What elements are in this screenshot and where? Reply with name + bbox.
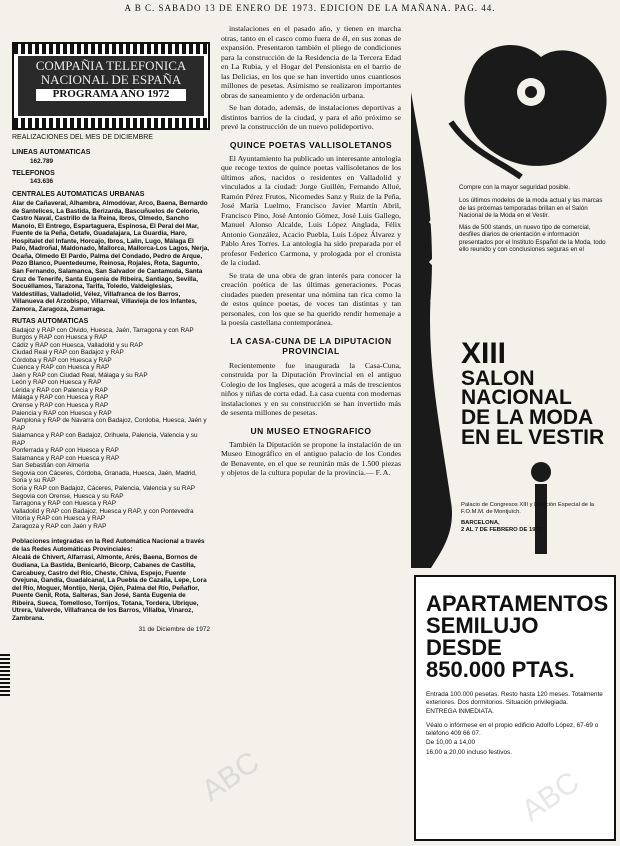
headline-xiii: XIII xyxy=(461,337,507,370)
telefonica-ad xyxy=(12,42,210,634)
headline-vestir: EN EL VESTIR xyxy=(461,426,605,450)
details-visit: Véalo o infórmese en el propio edificio Adolfo López, 67-69 o teléfono 409 66 07. xyxy=(426,722,599,737)
subtitle: REALIZACIONES DEL MES DE DICIEMBRE xyxy=(12,134,153,141)
ruta-item: Lérida y RAP con Palencia y RAP xyxy=(12,386,108,394)
watermark: ABC xyxy=(515,765,586,828)
telefonos-title: TELEFONOS xyxy=(12,170,55,178)
venue-text: Palacio de Congresos XIII y Estación Especial de la F.O.M.M. de Montjuïch. xyxy=(461,502,595,515)
ruta-item: Burgos y RAP con Huesca y RAP xyxy=(12,334,108,342)
poblaciones-text: Alcalá de Chivert, Alfarrasí, Almonte, Arés, Baena, Bornos de Gudiana, La Bastida, Benicarló, Bicorp, Cabanes de Castilla, Carcabuey, Castro del Río, Cheste, Chiva, Espejo, Fuente Ovejuna, Gandía, Guadalcanal, La Puebla de Cazalla, Lepe, Lora del Río, Moguer, Montijo, Nerja, Ojén, Palma del Río, Peñaflor, Puente Genil, Rota, Salteras, San José, Santa Eugenia de Ribeira, Sueca, Tomelloso, Torrijos, Totana, Tordera, Ubrique, Utrera, Valverde, Villafranca de los Barros, Villalba, Vinaroz, Zambrana. xyxy=(12,554,207,622)
headline-salon: SALON NACIONAL xyxy=(461,366,572,410)
ruta-item: Palencia y RAP con Huesca y RAP xyxy=(12,409,112,417)
ruta-item: Tarragona y RAP con Huesca y RAP xyxy=(12,500,116,508)
article-paragraph: El Ayuntamiento ha publicado un interesante antología que recoge textos de quince poetas vallisoletanos de los últimos años, nacidos o residentes en Valladolid y vinculados a la ciudad: Jorge Guillén, Fernando Allué, Ramón Pérez Frutos, Nicomedes Sanz y Ruiz de la Peña, José María Luelmo, Francisco Javier Martín Abril, Francisco Pino, José Antonio Gómez, José Luis Gallego, Manuel Alonso Alcalde, Luis López Anglada, Félix Antonio González, Acacio Puebla, Luis López Álvarez y Pablo Ares Torres. La antología ha sido preparada por el profesor Federico Carmona, y prologada por el cronista de la ciudad. xyxy=(221,153,401,268)
headline-desde: DESDE xyxy=(426,635,502,660)
ruta-item: San Sebastián con Almería xyxy=(12,462,90,470)
ornament-border-bottom xyxy=(14,118,208,128)
ruta-item: Ciudad Real y RAP con Badajoz y RAP xyxy=(12,349,124,357)
apartamentos-ad xyxy=(414,575,616,841)
poblaciones-title: Poblaciones integradas en la Red Automática Nacional a través de las Redes Automáticas Provinciales: xyxy=(12,538,205,553)
venue-dates: 2 AL 7 DE FEBRERO DE 1973 xyxy=(461,526,542,533)
ruta-item: Córdoba y RAP con Huesca y RAP xyxy=(12,356,112,364)
centrales-title: CENTRALES AUTOMATICAS URBANAS xyxy=(12,190,145,198)
article-paragraph: instalaciones en el pasado año, y tienen en marcha otras, tanto en el casco como fuera de él, en sus zonas de expansión. Presentaron también el pliego de condiciones para la construcción de la Residencia de la Tercera Edad en La Rubia, y el Hogar del Pensionista en el barrio de las Delicias, en los que se han invertido unos cuantiosos millones de pesetas. Asimismo se realizaron importantes obras de saneamiento y de ordenación urbana. xyxy=(221,24,401,100)
ruta-item: Valladolid y RAP con Badajoz, Huesca y RAP, y con Pontevedra xyxy=(12,507,194,515)
banner-line1: COMPAÑIA TELEFONICA xyxy=(35,58,187,73)
ruta-item: Cuenca y RAP con Huesca y RAP xyxy=(12,364,110,372)
fashion-salon-ad xyxy=(411,32,611,568)
venue-city: BARCELONA, xyxy=(461,519,500,526)
fashion-intro-text xyxy=(459,184,609,254)
ruta-item: Málaga y RAP con Huesca y RAP xyxy=(12,394,109,402)
page-header: A B C. SABADO 13 DE ENERO DE 1973. EDICION DE LA MAÑANA. PAG. 44. xyxy=(124,3,496,13)
details-hours-2: 16,00 a 20,00 incluso festivos. xyxy=(426,749,512,757)
section-heading-casa-cuna: LA CASA-CUNA DE LA DIPUTACION PROVINCIAL xyxy=(230,335,392,357)
details-entrada: Entrada 100.000 pesetas. Resto hasta 120 meses. Totalmente exteriores. Dos dormitorios. Situación privilegiada. xyxy=(426,691,603,706)
ruta-item: Soria y RAP con Badajoz, Cáceres, Palencia, Valencia y su RAP xyxy=(12,485,196,493)
apartamentos-details xyxy=(426,691,608,757)
ruta-item: Salamanca y RAP con Huesca y RAP xyxy=(12,454,120,462)
article-paragraph: También la Diputación se propone la instalación de un Museo Etnográfico en el antiguo palacio de los Condes de Benavente, en el que se reunirán más de 1.500 piezas y objetos de la cultura popular de la provincia.— F. A. xyxy=(221,439,401,478)
ruta-item: Segovia con Orense, Huesca y su RAP xyxy=(12,492,124,500)
ruta-item: Cádiz y RAP con Huesca, Valladolid y su RAP xyxy=(12,341,143,349)
banner-text xyxy=(18,56,204,116)
rutas-title: RUTAS AUTOMATICAS xyxy=(12,318,89,326)
ruta-item: Orense y RAP con Huesca y RAP xyxy=(12,402,109,410)
barcode-mark xyxy=(0,652,10,696)
ad-date: 31 de Diciembre de 1972 xyxy=(138,626,210,634)
ruta-item: Badajoz y RAP con Olvido, Huesca, Jaén, Tarragona y con RAP xyxy=(12,326,194,334)
headline-apartamentos: APARTAMENTOS xyxy=(426,591,609,616)
telefonica-banner xyxy=(12,42,210,130)
fashion-text-2: Los últimos modelos de la moda actual y las marcas de las próximas temporadas brillan en el Salón Nacional de la Moda en el Vestir. xyxy=(459,197,603,220)
ornament-border-top xyxy=(14,44,208,54)
ruta-item: Pamplona y RAP de Navarra con Badajoz, Cordoba, Huesca, Jaén y RAP xyxy=(12,417,207,432)
ruta-item: Ponferrada y RAP con Huesca y RAP xyxy=(12,447,119,455)
article-paragraph: Recientemente fue inaugurada la Casa-Cuna, construida por la Diputación Provincial en el antiguo Colegio de los Ingleses, que acogerá a más de trescientos niños y niñas de corta edad. La casa cuenta con modernas instalaciones y en su construcción se han invertido más de sesenta millones de pesetas. xyxy=(221,360,401,418)
telefonos-number: 143.636 xyxy=(30,178,54,186)
details-hours-1: De 10,00 a 14,00 xyxy=(426,739,476,747)
section-heading-poetas: QUINCE POETAS VALLISOLETANOS xyxy=(229,139,393,150)
article-paragraph: Se trata de una obra de gran interés para conocer la creación poética de las últimas generaciones. Pocas ciudades pueden presentar una nómina tan rica como la de estos quince poetas, de voces tan distintas y tan personales, con los que se ha querido rendir homenaje a la poesía castellana contemporánea. xyxy=(221,270,401,328)
fashion-text-3: Más de 500 stands, un nuevo tipo de comercial, desfiles diarios de orientación e información presentados por el Instituto Español de la Moda, todo ello reunido y con conclusiones seguras en el xyxy=(459,223,606,254)
article-column xyxy=(221,24,401,481)
headline-price: 850.000 PTAS. xyxy=(426,657,575,682)
fashion-headline xyxy=(461,337,611,450)
lineas-title: LINEAS AUTOMATICAS xyxy=(12,149,91,157)
headline-moda: DE LA MODA xyxy=(461,406,594,430)
section-heading-museo: UN MUSEO ETNOGRAFICO xyxy=(250,425,372,436)
centrales-text: Alar de Cañaveral, Alhambra, Almodóvar, Arco, Baena, Bernardo de Santelices, La Bastida, Berizarda, Bascuñuelos de Celorio, Castro Naval, Castrillo de la Reina, Ibros, Olmedo, Sancho Manolo, El Entrego, Espartaguera, Espinosa, El Peral del Mar, Fuente de la Peña, Getafe, Guadalajara, La Guardia, Haro, Hospitalet del Infante, Horcajo, Ibros, Lalin, Lugo, Málaga El Palo, Madroñal, Maldonado, Mallorca, Mallorca-Los Lagos, Nerja, Ocaña, Olmedo El Pardo, Palma del Condado, Pedro de Arque, Pozo Blanco, Puentedeume, Reinosa, Rojales, Rota, Sagunto, San Fernando, Salamanca, San Salvador de Cantamuda, Santa Cruz de Tenerife, Santa Eugenia de Ribeira, Santiago, Sevilla, Socuéllamos, Tarazona, Tarifa, Toledo, Valdeiglesias, Valdestillas, Valladolid, Vélez, Villafranca de los Barros, Villanueva del Arzobispo, Villarreal, Villavieja de los Infantes, Zamora, Zaragoza, Zumarraga. xyxy=(12,200,210,313)
lineas-number: 162.789 xyxy=(30,157,54,165)
banner-program: PROGRAMA AÑO 1972 xyxy=(36,89,186,101)
ruta-item: Salamanca y RAP con Badajoz, Orihuela, Palencia, Valencia y su RAP xyxy=(12,432,198,447)
article-paragraph: Se han dotado, además, de instalaciones deportivas a distintos barrios de la ciudad, y para el año próximo se prevé la construcción de un nuevo polideportivo. xyxy=(221,103,401,131)
ruta-item: Zaragoza y RAP con Jaén y RAP xyxy=(12,522,107,530)
fashion-venue xyxy=(461,502,611,534)
ruta-item: León y RAP con Huesca y RAP xyxy=(12,379,102,387)
fashion-text-1: Compre con la mayor seguridad posible. xyxy=(459,184,571,191)
ruta-item: Vitoria y RAP con Huesca y RAP xyxy=(12,515,106,523)
details-entrega: ENTREGA INMEDIATA. xyxy=(426,708,494,716)
ruta-item: Segovia con Cáceres, Córdoba, Granada, Huesca, Jaén, Madrid, Soria y su RAP xyxy=(12,469,197,485)
banner-line2: NACIONAL DE ESPAÑA xyxy=(40,71,182,87)
ruta-item: Jaén y RAP con Ciudad Real, Málaga y su RAP xyxy=(12,371,148,379)
rutas-list xyxy=(12,327,210,531)
headline-semilujo: SEMILUJO xyxy=(426,613,539,638)
apartamentos-headline xyxy=(426,593,614,681)
watermark: ABC xyxy=(195,745,266,808)
decorative-figure-illustration xyxy=(411,32,611,568)
